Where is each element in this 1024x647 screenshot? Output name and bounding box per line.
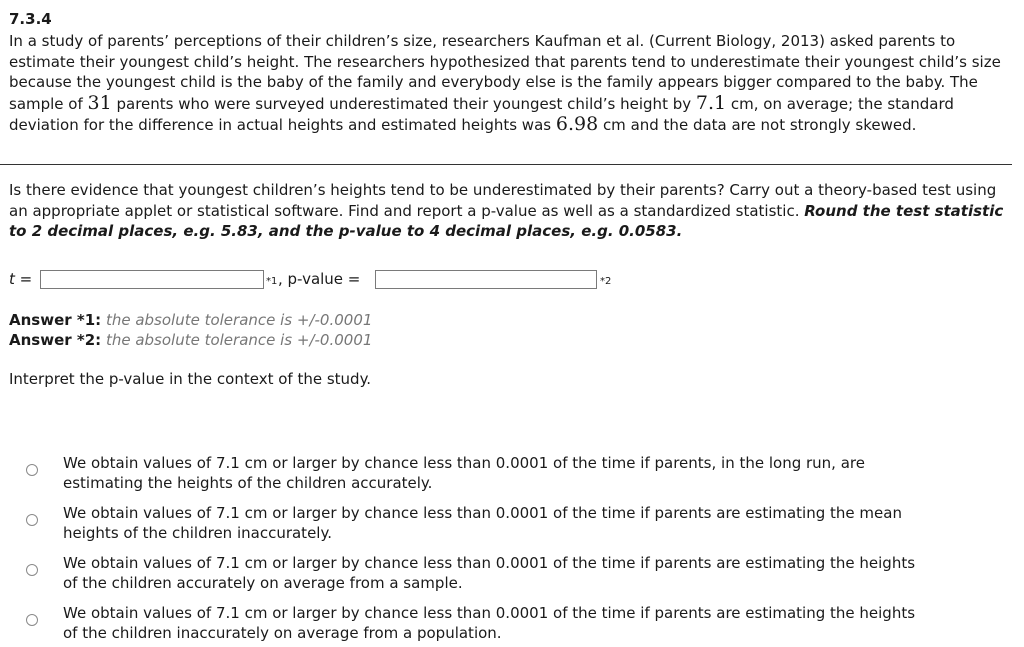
section-divider: [0, 164, 1012, 165]
option-text-1: [63, 453, 993, 493]
tolerance-note-2: [9, 331, 372, 349]
answer-marker-2: *2: [600, 276, 612, 287]
intro-text-1: In a study of parents’ perceptions of their children’s size, researchers Kaufman et al. (Current Biology, 2013) asked parents to estimate their youngest child’s height. The researchers hypothesized that parents tend to underestimate their youngest child’s size because the youngest child is the baby of the family and everybody else is the family appears bigger compared to the baby. The sample of: [9, 32, 1001, 113]
p-value-label: , p-value =: [278, 270, 361, 288]
option-1-line-2: estimating the heights of the children accurately.: [63, 474, 433, 492]
t-statistic-input[interactable]: [40, 270, 264, 289]
sample-size: 31: [87, 91, 112, 114]
tolerance-label-2: Answer *2:: [9, 331, 102, 349]
tolerance-text-2: the absolute tolerance is +/-0.0001: [105, 331, 373, 349]
rounding-instructions: Round the test statistic to 2 decimal places, e.g. 5.83, and the p-value to 4 decimal places, e.g. 0.0583.: [9, 201, 1004, 240]
option-text-3: [63, 553, 993, 593]
option-2-line-2: heights of the children inaccurately.: [63, 524, 332, 542]
radio-button-2[interactable]: [26, 514, 38, 526]
answer-marker-1: *1: [266, 276, 278, 287]
option-text-2: [63, 503, 993, 543]
option-4-line-2: of the children inaccurately on average from a population.: [63, 624, 502, 642]
intro-text-4: cm and the data are not strongly skewed.: [598, 116, 917, 134]
tolerance-text-1: the absolute tolerance is +/-0.0001: [105, 311, 373, 329]
interpret-prompt: Interpret the p-value in the context of the study.: [9, 370, 372, 388]
problem-number: 7.3.4: [9, 10, 52, 28]
option-1-line-1: We obtain values of 7.1 cm or larger by chance less than 0.0001 of the time if parents, in the long run, are: [63, 454, 865, 472]
tolerance-note-1: [9, 311, 372, 329]
option-text-4: [63, 603, 993, 643]
mean-difference: 7.1: [695, 91, 727, 114]
tolerance-label-1: Answer *1:: [9, 311, 102, 329]
option-3-line-2: of the children accurately on average from a sample.: [63, 574, 463, 592]
option-2-line-1: We obtain values of 7.1 cm or larger by chance less than 0.0001 of the time if parents are estimating the mean: [63, 504, 902, 522]
problem-intro: [9, 31, 1009, 136]
intro-text-2: parents who were surveyed underestimated their youngest child’s height by: [111, 94, 696, 113]
radio-button-1[interactable]: [26, 464, 38, 476]
radio-button-3[interactable]: [26, 564, 38, 576]
question-prompt: [9, 180, 1009, 242]
option-4-line-1: We obtain values of 7.1 cm or larger by chance less than 0.0001 of the time if parents are estimating the heights: [63, 604, 916, 622]
question-text: Is there evidence that youngest children’s heights tend to be underestimated by their parents? Carry out a theory-based test using an appropriate applet or statistical software. Find and report a p-value as well as a standardized statistic.: [9, 181, 997, 220]
intro-text-3: cm, on average; the standard deviation for the difference in actual heights and estimated heights was: [9, 94, 954, 134]
p-value-input[interactable]: [375, 270, 597, 289]
standard-deviation: 6.98: [555, 113, 599, 135]
radio-button-4[interactable]: [26, 614, 38, 626]
t-label: t =: [9, 270, 33, 288]
option-3-line-1: We obtain values of 7.1 cm or larger by chance less than 0.0001 of the time if parents are estimating the heights: [63, 554, 916, 572]
